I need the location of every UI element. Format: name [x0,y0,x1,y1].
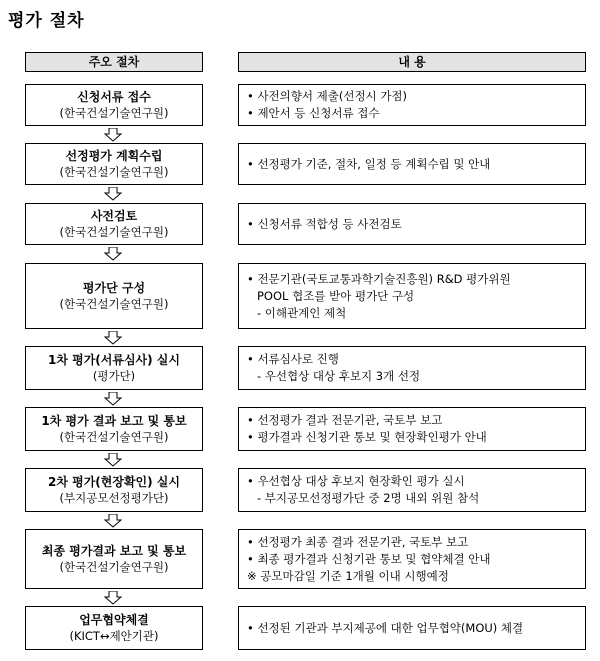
step-box-7 [25,468,203,512]
step-box-2 [25,143,203,185]
content-line: • 선정평가 기준, 절차, 일정 등 계획수립 및 안내 [247,156,491,171]
step-title: 평가단 구성 [82,281,146,295]
step-org: (한국건설기술연구원) [59,297,169,311]
step-box-3 [25,203,203,245]
down-arrow-icon [104,187,122,201]
step-title: 사전검토 [90,209,138,223]
step-title: 업무협약체결 [79,613,149,627]
content-box-4 [238,263,586,329]
step-box-5 [25,346,203,390]
step-box-1 [25,84,203,126]
step-org: (부지공모선정평가단) [59,491,169,505]
step-title: 최종 평가결과 보고 및 통보 [41,544,187,558]
down-arrow-icon [104,392,122,406]
content-box-5 [238,346,586,390]
content-box-6 [238,407,586,451]
step-box-6 [25,407,203,451]
steps-header: 주오 절차 [25,52,203,72]
content-line: - 우선협상 대상 후보지 3개 선정 [257,369,421,383]
step-box-9 [25,606,203,650]
content-line: • 전문기관(국토교통과학기술진흥원) R&D 평가위원 [247,271,511,286]
step-org: (한국건설기술연구원) [59,165,169,179]
content-line: • 평가결과 신청기관 통보 및 현장확인평가 안내 [247,430,487,444]
content-line: - 부지공모선정평가단 중 2명 내외 위원 참석 [257,491,480,505]
step-title: 신청서류 접수 [77,90,151,104]
down-arrow-icon [104,247,122,261]
content-line: • 선정평가 최종 결과 전문기관, 국토부 보고 [247,534,469,549]
content-line: • 우선협상 대상 후보지 현장확인 평가 실시 [247,474,465,488]
down-arrow-icon [104,514,122,528]
content-line: • 서류심사로 진행 [247,352,339,366]
content-box-3 [238,203,586,245]
content-line: ※ 공모마감일 기준 1개월 이내 시행예정 [247,568,449,583]
step-org: (한국건설기술연구원) [59,430,169,444]
down-arrow-icon [104,128,122,142]
step-org: (한국건설기술연구원) [59,225,169,239]
step-org: (KICT↔제안기관) [69,629,159,643]
content-line: • 사전의향서 제출(선정시 가점) [247,89,408,103]
page-title: 평가 절차 [8,11,85,31]
content-line: • 신청서류 적합성 등 사전검토 [247,216,402,231]
step-title: 1차 평가 결과 보고 및 통보 [41,414,187,428]
step-title: 1차 평가(서류심사) 실시 [47,353,180,367]
content-line: • 선정평가 결과 전문기관, 국토부 보고 [247,413,443,427]
step-org: (한국건설기술연구원) [59,106,169,120]
content-line: • 선정된 기관과 부지제공에 대한 업무협약(MOU) 체결 [247,620,524,635]
content-line: - 이해관계인 제척 [257,305,347,320]
content-line: • 최종 평가결과 신청기관 통보 및 협약체결 안내 [247,551,491,566]
step-title: 선정평가 계획수립 [65,149,163,163]
step-box-8 [25,529,203,589]
down-arrow-icon [104,453,122,467]
content-box-8 [238,529,586,589]
content-box-2 [238,143,586,185]
step-org: (평가단) [92,369,136,383]
content-box-7 [238,468,586,512]
content-box-9 [238,606,586,650]
step-org: (한국건설기술연구원) [59,560,169,574]
content-header: 내 용 [238,52,586,72]
step-title: 2차 평가(현장확인) 실시 [47,475,180,489]
content-line: • 제안서 등 신청서류 접수 [247,106,380,120]
step-box-4 [25,263,203,329]
down-arrow-icon [104,591,122,605]
content-box-1 [238,84,586,126]
down-arrow-icon [104,331,122,345]
content-line: POOL 협조를 받아 평가단 구성 [257,288,415,303]
